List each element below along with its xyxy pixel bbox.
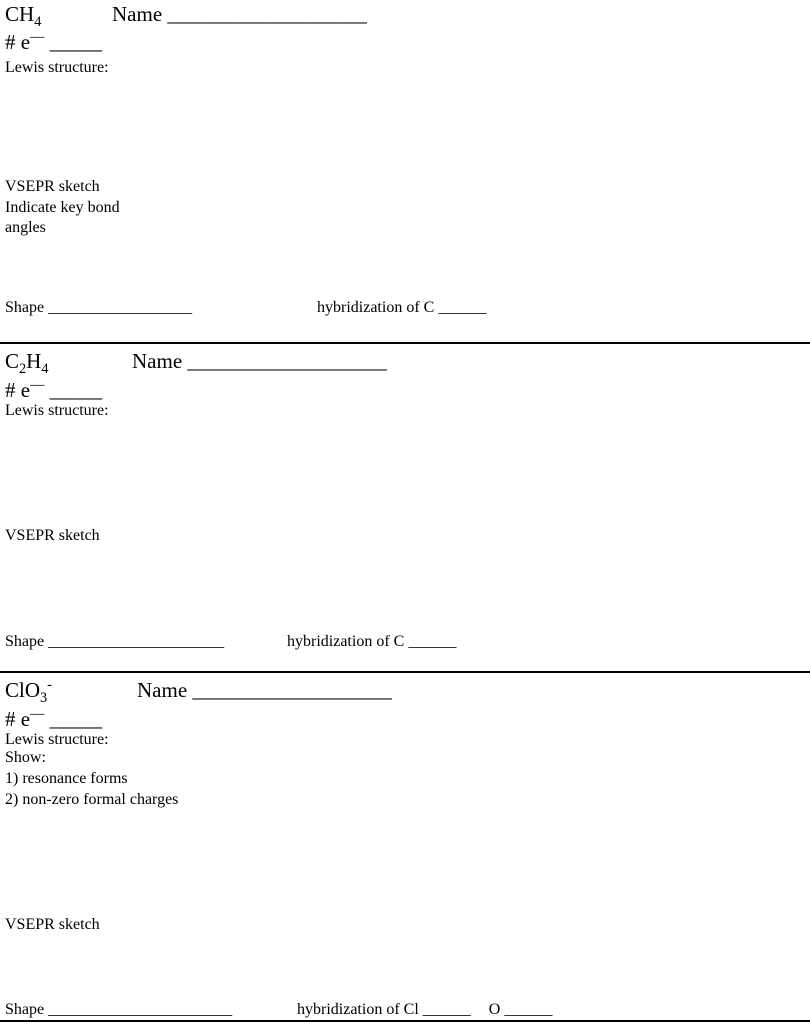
- note-line2: angles: [5, 219, 46, 236]
- vsepr-sketch-label: VSEPR sketch: [5, 527, 100, 544]
- hybridization-o-blank: ______: [504, 1001, 553, 1018]
- formula-subscript: 4: [41, 361, 49, 378]
- shape-row: [5, 299, 192, 317]
- electron-count-row: [5, 707, 102, 731]
- formula-c2h4: [5, 349, 49, 378]
- name-label: Name: [112, 2, 163, 26]
- electron-count-row: [5, 30, 102, 54]
- hybridization-label: hybridization of C: [287, 633, 405, 650]
- note-line1: Indicate key bond: [5, 199, 120, 216]
- electrons-superscript-minus: —: [30, 706, 45, 722]
- formula-superscript-minus: -: [47, 677, 52, 693]
- name-blank: ___________________: [167, 2, 367, 26]
- show-label: Show:: [5, 749, 46, 766]
- show-item-resonance: 1) resonance forms: [5, 770, 128, 787]
- shape-label: Shape: [5, 633, 45, 650]
- hybridization-label: hybridization of C: [317, 299, 435, 316]
- electrons-blank: _____: [49, 30, 103, 54]
- electrons-label: # e: [5, 30, 31, 54]
- show-item-formal-charges: 2) non-zero formal charges: [5, 791, 179, 808]
- electrons-label: # e: [5, 707, 31, 731]
- hybridization-blank: ______: [408, 633, 457, 650]
- formula-part: C: [5, 349, 20, 373]
- name-row: [112, 2, 367, 26]
- lewis-structure-label: Lewis structure:: [5, 402, 109, 419]
- name-blank: ___________________: [192, 678, 392, 702]
- name-blank: ___________________: [187, 349, 387, 373]
- formula-part: H: [26, 349, 42, 373]
- hybridization-cl-blank: ______: [422, 1001, 471, 1018]
- name-row: [137, 678, 392, 702]
- section-divider-1: [0, 342, 810, 344]
- formula-ch4: [5, 2, 42, 31]
- lewis-structure-label: Lewis structure:: [5, 59, 109, 76]
- hybridization-row: [317, 299, 486, 317]
- name-label: Name: [132, 349, 183, 373]
- hybridization-label: hybridization of Cl: [297, 1001, 419, 1018]
- electron-count-row: [5, 378, 102, 402]
- electrons-blank: _____: [49, 707, 103, 731]
- formula-subscript: 4: [34, 14, 42, 31]
- formula-clo3: [5, 677, 52, 707]
- oxygen-label: O: [488, 1001, 501, 1018]
- name-row: [132, 349, 387, 373]
- formula-subscript: 3: [40, 690, 48, 707]
- name-label: Name: [137, 678, 188, 702]
- electrons-blank: _____: [49, 378, 103, 402]
- formula-subscript: 2: [19, 361, 27, 378]
- electrons-superscript-minus: —: [30, 377, 45, 393]
- shape-row: [5, 633, 224, 651]
- shape-blank: ______________________: [48, 633, 225, 650]
- shape-label: Shape: [5, 299, 45, 316]
- bottom-divider: [0, 1020, 810, 1022]
- shape-blank: _______________________: [48, 1001, 233, 1018]
- shape-blank: __________________: [48, 299, 193, 316]
- lewis-structure-label: Lewis structure:: [5, 731, 109, 748]
- shape-row: [5, 1001, 232, 1019]
- vsepr-sketch-label: VSEPR sketch: [5, 916, 100, 933]
- electrons-superscript-minus: —: [30, 29, 45, 45]
- hybridization-row: [297, 1001, 552, 1019]
- formula-base: ClO: [5, 678, 41, 702]
- shape-label: Shape: [5, 1001, 45, 1018]
- hybridization-row: [287, 633, 456, 651]
- formula-base: CH: [5, 2, 35, 26]
- electrons-label: # e: [5, 378, 31, 402]
- section-divider-2: [0, 671, 810, 673]
- vsepr-sketch-label: VSEPR sketch: [5, 178, 100, 195]
- hybridization-blank: ______: [438, 299, 487, 316]
